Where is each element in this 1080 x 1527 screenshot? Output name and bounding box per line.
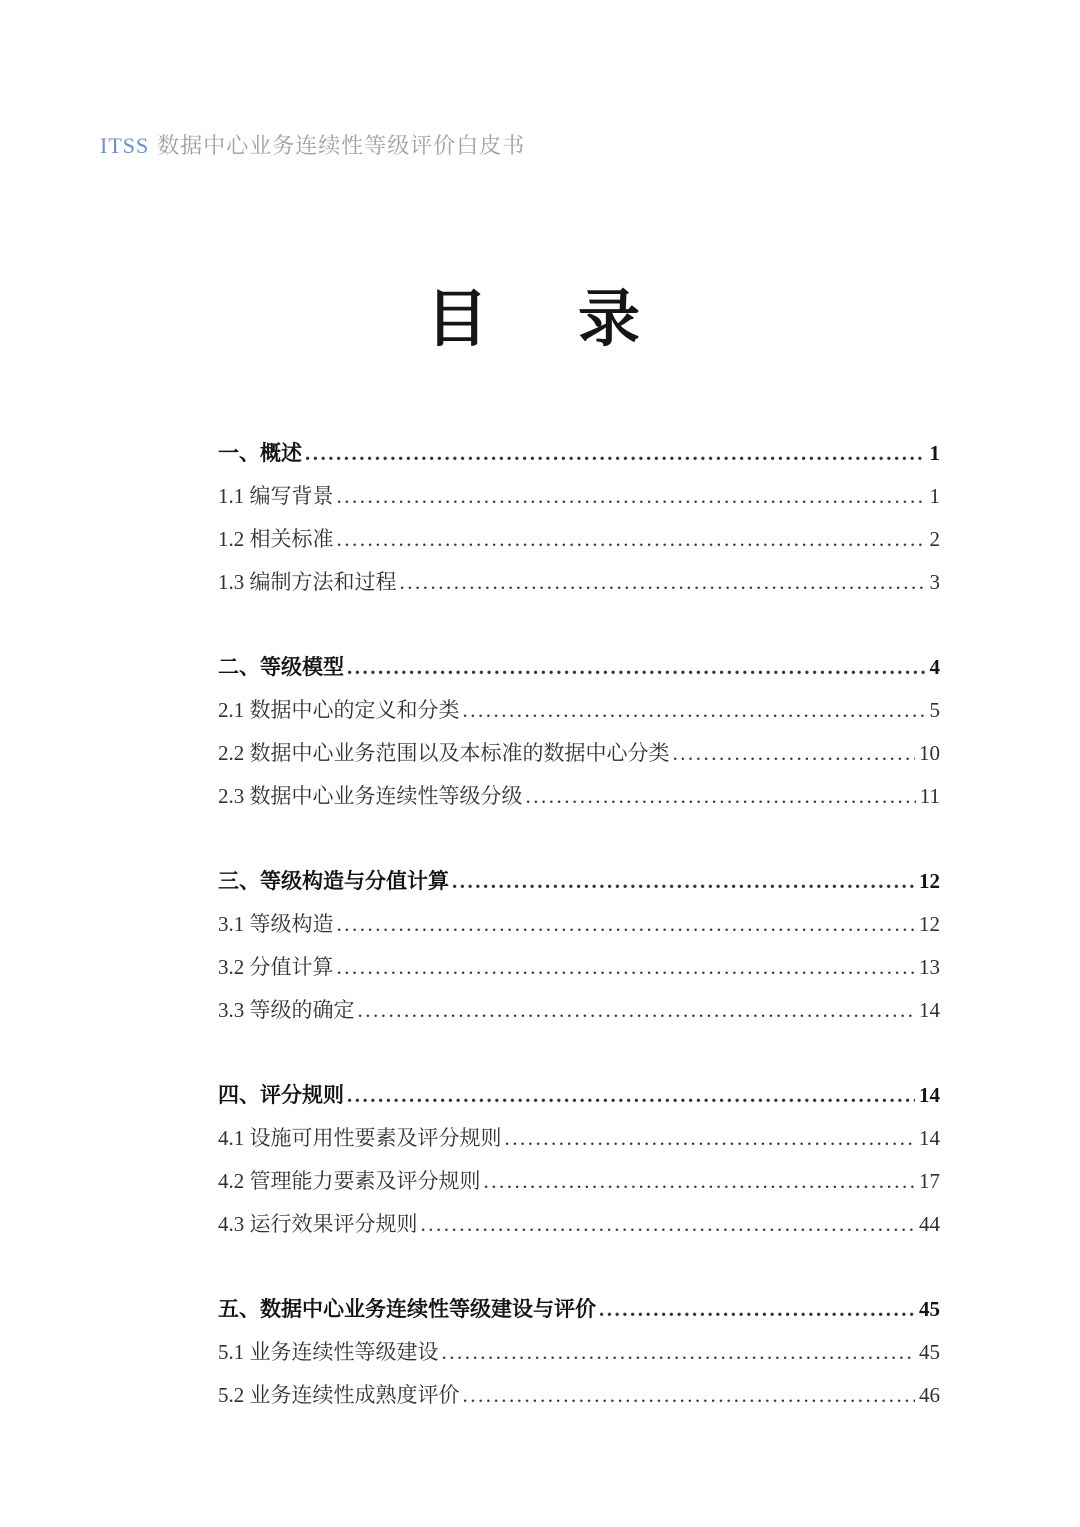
toc-section-heading[interactable] <box>218 1296 940 1339</box>
toc-entry[interactable] <box>218 997 940 1040</box>
toc-entry[interactable] <box>218 783 940 826</box>
toc-entry[interactable] <box>218 911 940 954</box>
toc-entry-label: 3.3 等级的确定 <box>218 998 355 1022</box>
toc-entry[interactable] <box>218 954 940 997</box>
toc-entry-page: 44 <box>919 1212 940 1236</box>
dotted-leader <box>400 569 926 595</box>
dotted-leader <box>526 783 916 809</box>
dotted-leader <box>337 483 926 509</box>
dotted-leader <box>484 1168 916 1194</box>
toc-entry-page: 45 <box>919 1340 940 1364</box>
toc-group-1 <box>218 440 940 612</box>
toc-entry-page: 14 <box>919 1083 940 1107</box>
toc-entry-page: 13 <box>919 955 940 979</box>
toc-group-5 <box>218 1296 940 1425</box>
toc-entry-page: 46 <box>919 1383 940 1407</box>
toc-group-2 <box>218 654 940 826</box>
toc-entry-label: 一、概述 <box>218 441 302 465</box>
table-of-contents <box>218 440 940 1425</box>
toc-title: 目 录 <box>425 286 654 354</box>
toc-entry[interactable] <box>218 1168 940 1211</box>
toc-entry-label: 四、评分规则 <box>218 1083 344 1107</box>
dotted-leader <box>337 526 926 552</box>
toc-entry-label: 3.1 等级构造 <box>218 912 334 936</box>
toc-entry-page: 45 <box>919 1297 940 1321</box>
dotted-leader <box>358 997 916 1023</box>
toc-entry-page: 12 <box>919 912 940 936</box>
toc-entry[interactable] <box>218 697 940 740</box>
toc-entry-page: 10 <box>919 741 940 765</box>
toc-entry-label: 2.3 数据中心业务连续性等级分级 <box>218 784 523 808</box>
toc-entry[interactable] <box>218 1339 940 1382</box>
toc-entry-label: 2.2 数据中心业务范围以及本标准的数据中心分类 <box>218 741 670 765</box>
toc-entry-label: 4.2 管理能力要素及评分规则 <box>218 1169 481 1193</box>
toc-entry[interactable] <box>218 483 940 526</box>
dotted-leader <box>347 654 926 680</box>
dotted-leader <box>452 868 915 894</box>
toc-entry-label: 2.1 数据中心的定义和分类 <box>218 698 460 722</box>
dotted-leader <box>337 954 916 980</box>
toc-entry-label: 4.3 运行效果评分规则 <box>218 1212 418 1236</box>
toc-entry[interactable] <box>218 1125 940 1168</box>
dotted-leader <box>463 697 926 723</box>
header-brand: ITSS <box>100 133 150 158</box>
toc-entry-label: 1.3 编制方法和过程 <box>218 570 397 594</box>
toc-entry-page: 14 <box>919 998 940 1022</box>
header-title: 数据中心业务连续性等级评价白皮书 <box>157 133 526 158</box>
toc-section-heading[interactable] <box>218 1082 940 1125</box>
toc-entry-label: 5.2 业务连续性成熟度评价 <box>218 1383 460 1407</box>
toc-entry-label: 4.1 设施可用性要素及评分规则 <box>218 1126 502 1150</box>
toc-entry-label: 5.1 业务连续性等级建设 <box>218 1340 439 1364</box>
toc-entry[interactable] <box>218 1211 940 1254</box>
toc-entry-page: 11 <box>919 784 940 808</box>
dotted-leader <box>463 1382 916 1408</box>
toc-section-heading[interactable] <box>218 868 940 911</box>
toc-entry-page: 4 <box>929 655 940 679</box>
toc-section-heading[interactable] <box>218 440 940 483</box>
toc-section-heading[interactable] <box>218 654 940 697</box>
dotted-leader <box>505 1125 916 1151</box>
toc-entry-label: 3.2 分值计算 <box>218 955 334 979</box>
toc-entry-label: 五、数据中心业务连续性等级建设与评价 <box>218 1297 596 1321</box>
toc-entry-page: 12 <box>919 869 940 893</box>
toc-entry[interactable] <box>218 740 940 783</box>
toc-entry-label: 三、等级构造与分值计算 <box>218 869 449 893</box>
toc-entry-page: 3 <box>929 570 940 594</box>
toc-entry[interactable] <box>218 526 940 569</box>
toc-entry-page: 5 <box>929 698 940 722</box>
toc-entry-page: 1 <box>929 484 940 508</box>
dotted-leader <box>673 740 916 766</box>
dotted-leader <box>421 1211 916 1237</box>
toc-entry-label: 二、等级模型 <box>218 655 344 679</box>
toc-group-3 <box>218 868 940 1040</box>
toc-entry-page: 17 <box>919 1169 940 1193</box>
toc-entry[interactable] <box>218 1382 940 1425</box>
toc-entry-label: 1.2 相关标准 <box>218 527 334 551</box>
toc-entry-page: 2 <box>929 527 940 551</box>
toc-group-4 <box>218 1082 940 1254</box>
dotted-leader <box>442 1339 916 1365</box>
dotted-leader <box>337 911 916 937</box>
toc-entry-page: 14 <box>919 1126 940 1150</box>
toc-entry-label: 1.1 编写背景 <box>218 484 334 508</box>
dotted-leader <box>305 440 926 466</box>
toc-entry[interactable] <box>218 569 940 612</box>
document-header <box>100 132 525 160</box>
dotted-leader <box>347 1082 915 1108</box>
toc-entry-page: 1 <box>929 441 940 465</box>
dotted-leader <box>599 1296 915 1322</box>
